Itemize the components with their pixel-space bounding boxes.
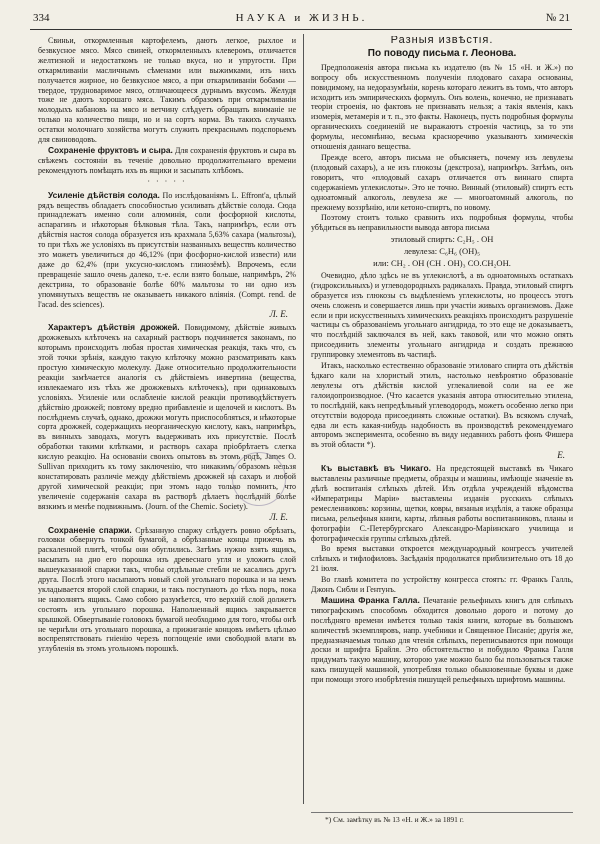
- article-signature: Е.: [557, 450, 565, 461]
- journal-title: НАУКА и ЖИЗНЬ.: [235, 12, 368, 24]
- section-heading: Разныя извѣстія.: [390, 36, 494, 46]
- running-header: [33, 12, 570, 28]
- article-title: Сохраненіе спаржи.: [48, 524, 132, 535]
- paragraph: Предположенія автора письма къ издателю (въ № 15 «Н. и Ж.») по вопросу объ искусственномъ полученіи плодоваго сахара основаны, повидимому, на недоразумѣніи, корень котораго лежитъ въ томъ, что авторъ исходитъ изъ эмпирическихъ формулъ. Онъ волень, конечно, не признавать теоріи строенія, но фактовъ не признавать нельзя; а такія явленія, какъ изомерія, метамерія и т. п., это факты. Наконецъ, пусть подробныя формулы органическихъ соединеній не выражаютъ строенія частицъ, за то эти формулы, несомнѣнно, весьма красноречиво указываютъ химическія отношенія даннаго вещества.: [311, 62, 573, 152]
- article-machine: [311, 596, 573, 685]
- article-text: Повидимому, дѣйствіе живыхъ дрожжевыхъ клѣточекъ на сахарный растворъ подчиняется законамъ, по которымъ происходитъ любая простая химическая реакція, такъ что, съ этой точки зрѣнія, каждую такую клѣточку можно разсматривать какъ простую химическую молекулу. Даже относительно продолжительности реакціи замѣчается аналогія съ дѣйствіемъ инвертина (вещества, извлекаемаго изъ тѣхъ же дрожжевыхъ клѣточекъ), при одинаковыхъ условіяхъ. Усиленіе или ослабленіе кислой реакціи противодѣйствуетъ дѣйствію дрожжей; повтому вредно прибавленіе и щелочей и кислотъ. Въ послѣднемъ случаѣ, однако, дрожжи могутъ приспособляться, и нѣкоторые сорта дрожжей, содержащихъ неорганическую кислоту, какъ, напримѣръ, въ винныхъ заводахъ, могутъ выдерживать ихъ присутствіе. Послѣ обработки такими клѣтками, и растворъ сахара пріобрѣтаетъ слегка кислую реакцію. На основаніи своихъ опытовъ въ этомъ родѣ, James O. Sullivan приходитъ къ тому заключенію, что никакимъ образомъ нельзя констатировать различіе между дѣйствіемъ дрожжей на сахаръ и любой другой химической реакціи; при этомъ надо только помнить, что увеличеніе содержанія сахара въ растворѣ дѣлаетъ послѣдній болѣе вязкимъ и менѣе подвижнымъ. (Journ. of the Chemic. Society).: [38, 323, 296, 511]
- column-divider: [303, 34, 304, 804]
- paragraph: Во время выставки откроется международный конгрессъ учителей слѣпыхъ и тифлофиловъ. Засѣданія продолжатся приблизительно отъ 18 до 21 іюля.: [311, 544, 573, 574]
- paragraph: Во главѣ комитета по устройству конгресса стоятъ: гг. Франкъ Галль, Джонъ Сибли и Гентунъ.: [311, 575, 573, 595]
- article-title: Усиленіе дѣйствія солода.: [48, 189, 160, 200]
- article-asparagus: [38, 526, 296, 655]
- left-column: [38, 36, 296, 808]
- article-title: По поводу письма г. Леонова.: [367, 47, 517, 59]
- library-stamp: [232, 452, 286, 506]
- article-title: Сохраненіе фруктовъ и сыра.: [48, 144, 173, 155]
- separator: · · · · ·: [147, 176, 187, 186]
- article-signature: Л. Е.: [269, 511, 288, 522]
- article-text: На предстоящей выставкѣ въ Чикаго выставлены различные предметы, образцы и машины, имѣющіе значеніе въ дѣлѣ воспитанія слѣпыхъ дѣтей. Изъ отдѣла учрежденій вѣдомства «Императрицы Маріи» выставлены изданія русскихъ слѣпыхъ ремесленниковъ: корзины, щетки, ковры, вязаныя издѣлія, а также образцы письма, рельефныя книги, карты, лѣпныя работы воспитанниковъ, планы и фотографіи С.-Петербургскаго Александро-Маріинскаго училища и фотографическія группы слѣпыхъ дѣтей.: [311, 464, 573, 543]
- formula: или: CH₂ . OH (CH . OH)₃ CO.CH₂OH.: [373, 258, 511, 269]
- paragraph: Итакъ, насколько естественно образованіе этиловаго спирта отъ дѣйствія ѣдкаго кали на хлористый этилъ, настолько невѣроятно образованіе левулезы отъ дѣйствія кислой углекалиевой соли на ее же галоидопроизводное. (Что касается указанія автора относительно этилена, то послѣдній, какъ непредѣльный углеводородъ, можетъ особенно легко при отсутствіи водорода присоединять сложные остатки). Въ всякомъ случаѣ, едва ли есть какая-нибудь надобность въ производствѣ рекомендуемаго авторомъ эксперимента, особенно въ виду недавнихъ работъ фонъ Фишера въ этой области *).: [311, 361, 573, 450]
- issue-number: № 21: [545, 12, 570, 24]
- article-chicago: [311, 464, 573, 543]
- footnote-text: *) См. замѣтку въ № 13 «Н. и Ж.» за 1891 г.: [325, 815, 464, 824]
- article-text: Печатаніе рельефныхъ книгъ для слѣпыхъ типографскимъ способомъ обходится довольно дорого и потому до послѣдняго времени имѣется только такія книги, которые въ большомъ количествѣ экземпляровъ, напр. учебники и Священное Писаніе; другія же, предназначаемыя только для чтенія слѣпыхъ, переписываются при помощи доски и шрифта Брайля. Это обстоятельство и побудило Франка Галля придумать такую машину, которою уже можно было бы пользоваться также какъ пишущей машиной, употребляя только обыкновенные буквы и даже при помощи этого изобрѣтенія пишущей рельефныхъ шрифтомъ машины.: [311, 595, 573, 685]
- formula: левулеза: C₆H₆ (OH)₅: [403, 246, 481, 257]
- right-column: [311, 36, 573, 790]
- article-text: Срѣзанную спаржу слѣдуетъ ровно обрѣзать, головки обвернуть тонкой бумагой, а обрѣзанные концы прижечь въ раскаленной плитѣ, чтобы они обуглились. Затѣмъ нужно взять ящикъ, насыпать на дно его порошка изъ древеснаго угля и уложить слой вышеуказанной спаржи такъ, чтобы отдѣльные стебли не касались другъ друга. Послѣ этого насыпаютъ новый слой угольнаго порошка и на немъ укладывается второй слой спаржи, и такъ поступаютъ до тѣхъ поръ, пока не наполнятъ ящикъ. Само собою разумѣется, что верхній слой должетъ состоять изъ угольнаго порошка. Наполненный ящикъ закрывается крышкой. Обвертываніе головокъ бумагой необходимо для того, чтобы онѣ не чернѣли отъ угольнаго порошка, а прижиганіе концовъ имѣетъ цѣлью воспрепятствовать гніенію черезъ поглощеніе ими свободной влаги въ углубленія въ этомъ угольномъ порошкѣ.: [38, 525, 296, 654]
- article-title: Машина Франка Галла.: [321, 594, 420, 605]
- article-signature: Л. Е.: [269, 309, 288, 320]
- paragraph: Прежде всего, авторъ письма не объясняетъ, почему изъ левулезы (плодовый сахаръ), а не изъ глюкозы (декстроза), напримѣръ. Затѣмъ, онъ говоритъ, что «плодовый сахаръ отличается отъ виннаго спирта содержаніемъ углекислоты». Это не точно. Винный (этиловый) спиртъ есть одноатомный алкоголь, левулеза же — многоатомный алкоголь, по прежнему воззрѣнію, или кетоно-спиртъ, по новому.: [311, 152, 573, 212]
- article-text: По изслѣдованіямъ L. Effront'a, цѣлый рядъ веществъ обладаетъ способностью усиливать дѣйствіе солода. Сюда принадлежатъ именно соли алюминія, соли фосфорной кислоты, аспарагинъ и нѣкоторыя бѣлковыя тѣла. Такъ, напримѣръ, если отъ дѣйствія настоя солода образуется изъ крахмала 5,63% сахара (мальтозы), то при тѣхъ же условіяхъ въ присутствіи названныхъ веществъ количество это можетъ увеличиться до 46,12% (при фосфорно-кислой извести) или даже до 62,4% (при уксусно-кисломъ глинозёмѣ). Впрочемъ, если превращеніе зашло очень далеко, т.-е. если взято больше, напримѣръ, 2% декстрина, то образованіе болѣе 60% мальтозы то ни одно изъ упомянутыхъ веществъ не оказываетъ никакого вліянія. (Compt. rend. de l'acad. des sciences).: [38, 190, 296, 309]
- footnote: [311, 812, 573, 824]
- paragraph: Очевидно, дѣло здѣсь не въ углекислотѣ, а въ одноатомныхъ остаткахъ (гидроксильныхъ) и углеводородныхъ радикалахъ. Правда, этиловый спиртъ образуется изъ глюкозы съ выдѣленіемъ углекислоты, но процессъ этотъ очень сложенъ и совершается лишь при участіи живыхъ организмовъ. Даже если и при искусственныхъ химическихъ реакціяхъ происходитъ разрушеніе частицы съ образованіемъ угольнаго ангидрида, то это еще не доказываетъ, что послѣдній заключался въ ней, какъ таковой, или что можно опять присоединить элементы угольнаго ангидрида и создать прежнюю группировку элементовъ въ частицѣ.: [311, 270, 573, 360]
- article-title: Къ выставкѣ въ Чикаго.: [321, 463, 431, 474]
- paragraph: Поэтому стоитъ только сравнить ихъ подробныя формулы, чтобы убѣдиться въ неправильности вывода автора письма: [311, 213, 573, 233]
- article-malt: [38, 191, 296, 310]
- formula: этиловый спиртъ: C₂H₅ . OH: [390, 234, 494, 245]
- article-title: Характеръ дѣйствія дрожжей.: [48, 322, 180, 333]
- article-fruit-cheese: [38, 146, 296, 176]
- intro-paragraph: Свиньи, откормленныя картофелемъ, даютъ легкое, рыхлое и безвкусное мясо. Мясо свиней, откормленныхъ клеверомъ, отличается желтизной и недостаткомъ не только вкуса, но и упругости. При откармливаніи масличнымъ сѣменами или выжимками, изъ нихъ получается жирное, но безвкусное мясо, а при откармливаніи бобами — твердое, трудноваримое мясо, отличающееся дурнымъ вкусомъ. Желудя тоже не даютъ хорошаго мяса. Такимъ образомъ при откармливаніи молодыхъ кабановъ на мясо и ветчину слѣдуетъ обращать вниманіе не только на количество пищи, но и на сортъ корма. Въ такихъ случаяхъ остатки молочнаго хозяйства могутъ служить прекраснымъ подспорьемъ для свиноводовъ.: [38, 36, 296, 145]
- header-rule: [30, 29, 572, 30]
- article-text: Для сохраненія фруктовъ и сыра въ свѣжемъ состояніи въ теченіе довольно продолжительнаго времени рекомендуютъ помѣщать ихъ въ ящики и засыпать хлѣбомъ.: [38, 145, 296, 175]
- page-number: 334: [33, 12, 50, 24]
